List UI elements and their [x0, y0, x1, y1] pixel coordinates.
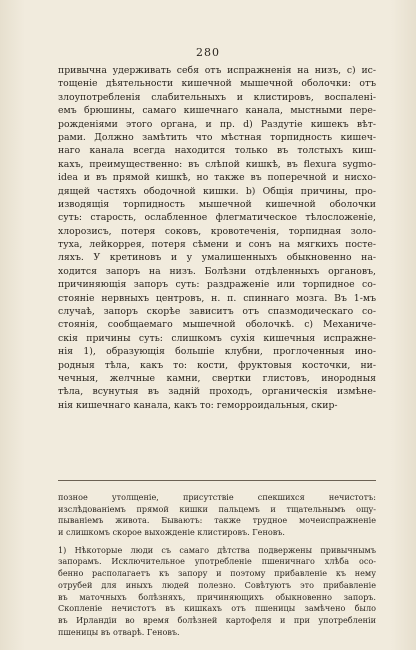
text-line: кахъ, преимущественно: въ слѣпой кишкѣ, въ flexura sygmo-: [58, 158, 376, 170]
text-line: хлорозисъ, потеря соковъ, кровотеченія, торпидная золо-: [58, 225, 376, 237]
text-line: туха, лейкоррея, потеря сѣмени и сонъ на мягкихъ посте-: [58, 239, 376, 251]
text-line: злоупотребленія слабительныхъ и клистировъ, воспалені-: [58, 91, 376, 103]
text-line: нія 1), образующія большіе клубни, проглоченныя ино-: [58, 346, 376, 358]
text-line: нія кишечнаго канала, какъ то: геморроидальныя, скир-: [58, 399, 338, 411]
text-line: изводящія торпидность мышечной кишечной оболочки: [58, 198, 376, 210]
text-line: рожденіями этого органа, и пр. d) Раздутіе кишекъ вѣт-: [58, 118, 376, 130]
text-line: стояніе нервныхъ центровъ, н. п. спиннаго мозга. Въ 1-мъ: [58, 292, 376, 304]
footnote-line: Скопленіе нечистотъ въ кишкахъ отъ пшеницы замѣчено было: [58, 603, 376, 614]
text-line: случаѣ, запоръ скорѣе зависитъ отъ спазмодическаго со-: [58, 306, 376, 318]
text-line: стоянія, сообщаемаго мышечной оболочкѣ. c) Механиче-: [58, 319, 376, 331]
footnote-line: пшеницы въ отварѣ. Геновъ.: [58, 626, 180, 637]
text-line: скія причины суть: слишкомъ сухія кишечныя испражне-: [58, 332, 376, 344]
main-text-block: [58, 64, 376, 412]
text-line: ляхъ. У кретиновъ и у умалишенныхъ обыкновенно на-: [58, 252, 376, 264]
footnote-line: въ Ирландіи во время болѣзней картофеля и при употребленіи: [58, 614, 376, 625]
text-line: наго канала всегда находится только въ толстыхъ киш-: [58, 145, 376, 157]
text-line: привычна удерживать себя отъ испражненія на низъ, c) ис-: [58, 65, 376, 76]
footnote-divider: [58, 480, 376, 481]
footnote-line: изслѣдованіемъ прямой кишки пальцемъ и тщательнымъ ощу-: [58, 503, 376, 514]
text-line: рами. Должно замѣтить что мѣстная торпидность кишеч-: [58, 131, 376, 143]
footnote-line: запорамъ. Исключительное употребленіе пшеничнаго хлѣба осо-: [58, 556, 376, 567]
page-number: 280: [196, 46, 220, 59]
footnote-line: въ маточныхъ болѣзняхъ, причиняющихъ обыкновенно запоръ.: [58, 591, 376, 602]
text-line: причиняющія запоръ суть: раздраженіе или торпидное со-: [58, 279, 376, 291]
text-line: дящей частяхъ ободочной кишки. b) Общія причины, про-: [58, 185, 376, 197]
footnote-line: и слишкомъ скорое выхожденіе клистировъ. Геновъ.: [58, 527, 285, 538]
footnote-line: пываніемъ живота. Бываютъ: также трудное мочеиспражненіе: [58, 515, 376, 526]
text-line: idea и въ прямой кишкѣ, но также въ поперечной и нисхо-: [58, 172, 376, 184]
text-line: суть: старость, ослабленное флегматическое тѣлосложеніе,: [58, 212, 376, 224]
text-line: чечныя, желчные камни, свертки глистовъ, инородныя: [58, 372, 376, 384]
footnote-line: бенно располагаетъ къ запору и поэтому прибавленіе къ нему: [58, 568, 376, 579]
text-line: емъ брюшины, самаго кишечнаго канала, мыстными пере-: [58, 105, 376, 117]
footnote-line: отрубей для иныхъ людей полезно. Совѣтуютъ это прибавленіе: [58, 579, 376, 590]
footnote-line: 1) Нѣкоторые люди съ самаго дѣтства подвержены привычнымъ: [58, 544, 376, 555]
footnote-line: позное утолщеніе, присутствіе спекшихся нечистотъ:: [58, 492, 376, 502]
text-line: тощеніе дѣятельности кишечной мышечной оболочки: отъ: [58, 78, 376, 90]
text-line: ходится запоръ на низъ. Болѣзни отдѣленныхъ органовъ,: [58, 265, 376, 277]
footnotes-block: [58, 492, 376, 638]
text-line: родныя тѣла, какъ то: кости, фруктовыя косточки, ни-: [58, 359, 376, 371]
text-line: тѣла, всунутыя въ задній проходъ, органическія измѣне-: [58, 386, 376, 398]
